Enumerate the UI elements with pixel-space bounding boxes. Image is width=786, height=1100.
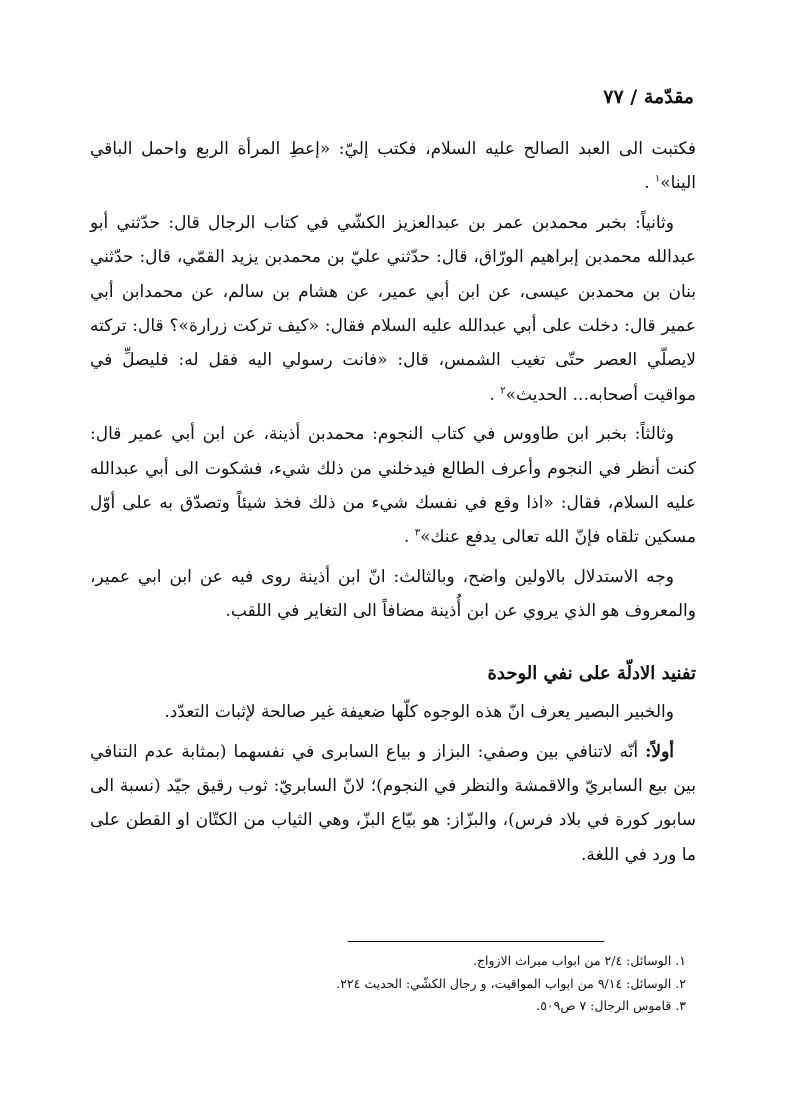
paragraph-tail: . xyxy=(489,384,495,405)
paragraph-text: وثانياً: بخبر محمدبن عمر بن عبدالعزيز الكشّي في كتاب الرجال قال: حدّثني أبو عبدالله محمدبن إبراهيم الورّاق، قال: حدّثني عليّ بن محمدبن يزيد القمّي، قال: حدّثني بنان بن محمدبن عيسى، عن ابن أبي عمير، عن هشام بن سالم، عن محمدابن أبي عمير قال: دخلت على أبي عبدالله عليه السلام فقال: «كيف تركت زرارة»؟ قال: تركته لايصلّي العصر حتّى تغيب الشمس، قال: «فانت رسولي اليه فقل له: فليصلِّ في مواقيت أصحابه... الحديث» xyxy=(90,212,696,405)
footnote: ٣. قاموس الرجال: ٧ ص٥٠٩. xyxy=(536,998,686,1013)
footnotes xyxy=(126,950,686,1018)
paragraph-text: وجه الاستدلال بالاولين واضح، وبالثالث: انّ ابن أذينة روى فيه عن ابن ابي عمير، والمعروف هو الذي يروي عن ابن أُذينة مضافاً الى التغاير في اللقب. xyxy=(90,566,696,622)
footnote-marker[interactable]: ١ xyxy=(654,173,661,185)
section-heading: تفنيد الادلّة على نفي الوحدة xyxy=(487,662,696,684)
paragraph xyxy=(90,417,696,555)
section-intro: والخبير البصير يعرف انّ هذه الوجوه كلّها ضعيفة غير صالحة لإثبات التعدّد. xyxy=(164,702,674,723)
footnote: ٢. الوسائل: ٩/١٤ من ابواب المواقيت، و رجال الكشّي: الحديث ٢٢٤. xyxy=(336,975,686,991)
point-lead: أولاً: xyxy=(645,741,674,762)
footnote-marker[interactable]: ٢ xyxy=(500,385,506,397)
point-text: أنّه لاتنافي بين وصفي: البزاز و بياع السابرى في نفسهما (بمثابة عدم التنافي بين بيع السابريّ والاقمشة والنظر في النجوم)؛ لانّ السابريّ: ثوب رقيق جيّد (نسبة الى سابور كورة في بلاد فرس)، والبزّاز: هو بيّاع البزّ، وهي الثياب من الكتّان او القطن على ما ورد في اللغة. xyxy=(90,741,696,865)
footnote-divider xyxy=(348,941,604,942)
page-header xyxy=(603,86,694,108)
paragraph-text: فكتبت الى العبد الصالح عليه السلام، فكتب إليّ: «إعطِ المرأة الربع واحمل الباقي الينا» xyxy=(90,139,696,194)
section-title: مقدّمة xyxy=(643,86,694,108)
paragraph-tail: . xyxy=(403,527,410,548)
footnote-marker[interactable]: ٣ xyxy=(414,527,421,539)
paragraph xyxy=(90,132,696,201)
section-point xyxy=(90,735,696,873)
header-separator: / xyxy=(630,86,638,108)
paragraph-text: وثالثاً: بخبر ابن طاووس في كتاب النجوم: محمدبن أذينة، عن ابن أبي عمير قال: كنت أنظر في النجوم وأعرف الطالع فيدخلني من ذلك شيء، فشكوت الى أبي عبدالله عليه السلام، فقال: «اذا وقع في نفسك شيء من ذلك فخذ شيئاً وتصدّق به على أوّل مسكين تلقاه فإنّ الله تعالى يدفع عنك» xyxy=(90,424,696,548)
paragraph-tail: . xyxy=(644,173,650,194)
page-number: ٧٧ xyxy=(603,86,624,108)
footnote: ١. الوسائل: ٢/٤ من ابواب ميراث الازواج. xyxy=(472,953,686,968)
main-text xyxy=(90,132,696,877)
paragraph xyxy=(90,560,696,629)
paragraph xyxy=(90,206,696,412)
